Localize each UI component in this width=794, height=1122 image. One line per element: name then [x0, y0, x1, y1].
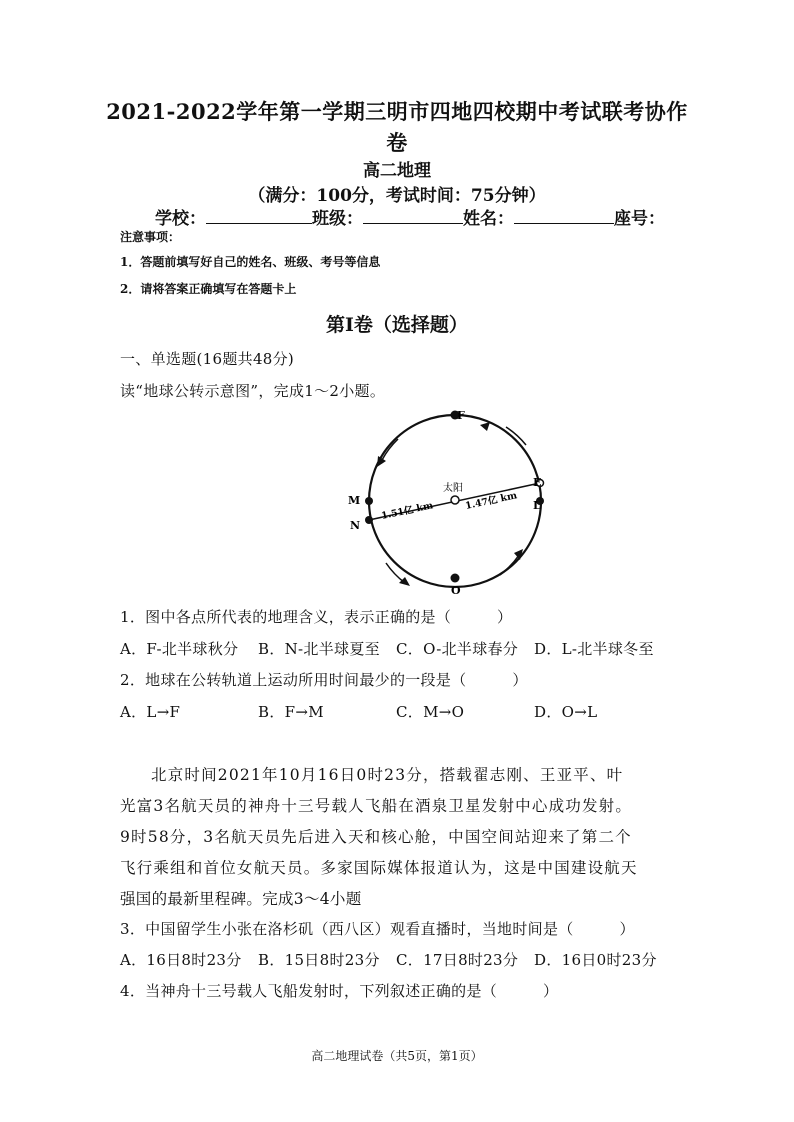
notice-heading: 注意事项：	[120, 230, 181, 244]
class-label: 班级：	[312, 209, 363, 229]
point-m	[365, 497, 373, 505]
label-n: N	[350, 519, 361, 532]
section-title: 第I卷（选择题）	[326, 314, 468, 336]
question-3-option-c[interactable]: C．17日8时23分	[396, 951, 519, 969]
seat-label: 座号：	[614, 209, 665, 229]
page-footer: 高二地理试卷（共5页，第1页）	[311, 1049, 483, 1063]
orbit-arrow-upper-left	[382, 439, 398, 460]
question-1-option-c[interactable]: C．O-北半球春分	[396, 640, 519, 658]
figure-intro: 读“地球公转示意图”，完成1～2小题。	[120, 382, 386, 400]
question-1-option-b[interactable]: B．N-北半球夏至	[258, 640, 380, 658]
question-1-stem: 1．图中各点所代表的地理含义，表示正确的是（ ）	[120, 608, 513, 626]
label-l: L	[533, 499, 541, 512]
exam-title-line1: 2021-2022学年第一学期三明市四地四校期中考试联考协作	[106, 99, 688, 124]
label-e: E	[533, 476, 542, 489]
label-m: M	[348, 494, 361, 507]
arrow-head	[399, 577, 410, 586]
part-heading: 一、单选题(16题共48分)	[120, 350, 295, 368]
notice-item: 1．答题前填写好自己的姓名、班级、考号等信息	[120, 255, 381, 269]
earth-revolution-diagram	[330, 405, 580, 595]
question-2-option-a[interactable]: A．L→F	[120, 703, 181, 721]
point-n	[365, 516, 373, 524]
label-distance-left: 1.51亿 km	[380, 500, 435, 522]
exam-title-line2: 卷	[386, 130, 408, 155]
passage-line: 强国的最新里程碑。完成3～4小题	[120, 890, 362, 908]
sun-icon	[451, 496, 459, 504]
passage-line: 北京时间2021年10月16日0时23分，搭载翟志刚、王亚平、叶	[151, 766, 624, 784]
question-1-option-d[interactable]: D．L-北半球冬至	[534, 640, 654, 658]
exam-info: （满分：100分，考试时间：75分钟）	[248, 186, 546, 206]
question-3-option-a[interactable]: A．16日8时23分	[120, 951, 242, 969]
name-label: 姓名：	[463, 209, 514, 229]
label-f: F	[457, 409, 465, 422]
question-3-stem: 3．中国留学生小张在洛杉矶（西八区）观看直播时，当地时间是（ ）	[120, 920, 635, 938]
point-o	[451, 574, 460, 583]
passage-line: 飞行乘组和首位女航天员。多家国际媒体报道认为，这是中国建设航天	[120, 859, 638, 877]
label-sun: 太阳	[443, 483, 463, 494]
school-blank[interactable]	[206, 205, 312, 224]
arrow-head	[480, 422, 490, 431]
student-info-row	[155, 204, 665, 229]
passage-line: 9时58分，3名航天员先后进入天和核心舱，中国空间站迎来了第二个	[120, 828, 632, 846]
question-4-stem: 4．当神舟十三号载人飞船发射时，下列叙述正确的是（ ）	[120, 982, 559, 1000]
class-blank[interactable]	[363, 205, 463, 224]
label-o: O	[451, 584, 461, 595]
question-2-stem: 2．地球在公转轨道上运动所用时间最少的一段是（ ）	[120, 671, 528, 689]
orbit-arrow-upper-right	[506, 427, 526, 445]
question-3-option-d[interactable]: D．16日0时23分	[534, 951, 657, 969]
question-2-option-d[interactable]: D．O→L	[534, 703, 598, 721]
orbit-arrow-lower-right	[500, 555, 519, 575]
name-blank[interactable]	[514, 205, 614, 224]
question-1-option-a[interactable]: A．F-北半球秋分	[120, 640, 239, 658]
notice-item: 2．请将答案正确填写在答题卡上	[120, 282, 297, 296]
passage-line: 光富3名航天员的神舟十三号载人飞船在酒泉卫星发射中心成功发射。	[120, 797, 633, 815]
label-distance-right: 1.47亿 km	[464, 490, 519, 512]
subject-title: 高二地理	[363, 161, 431, 181]
school-label: 学校：	[155, 209, 206, 229]
question-2-option-b[interactable]: B．F→M	[258, 703, 324, 721]
question-2-option-c[interactable]: C．M→O	[396, 703, 465, 721]
question-3-option-b[interactable]: B．15日8时23分	[258, 951, 380, 969]
